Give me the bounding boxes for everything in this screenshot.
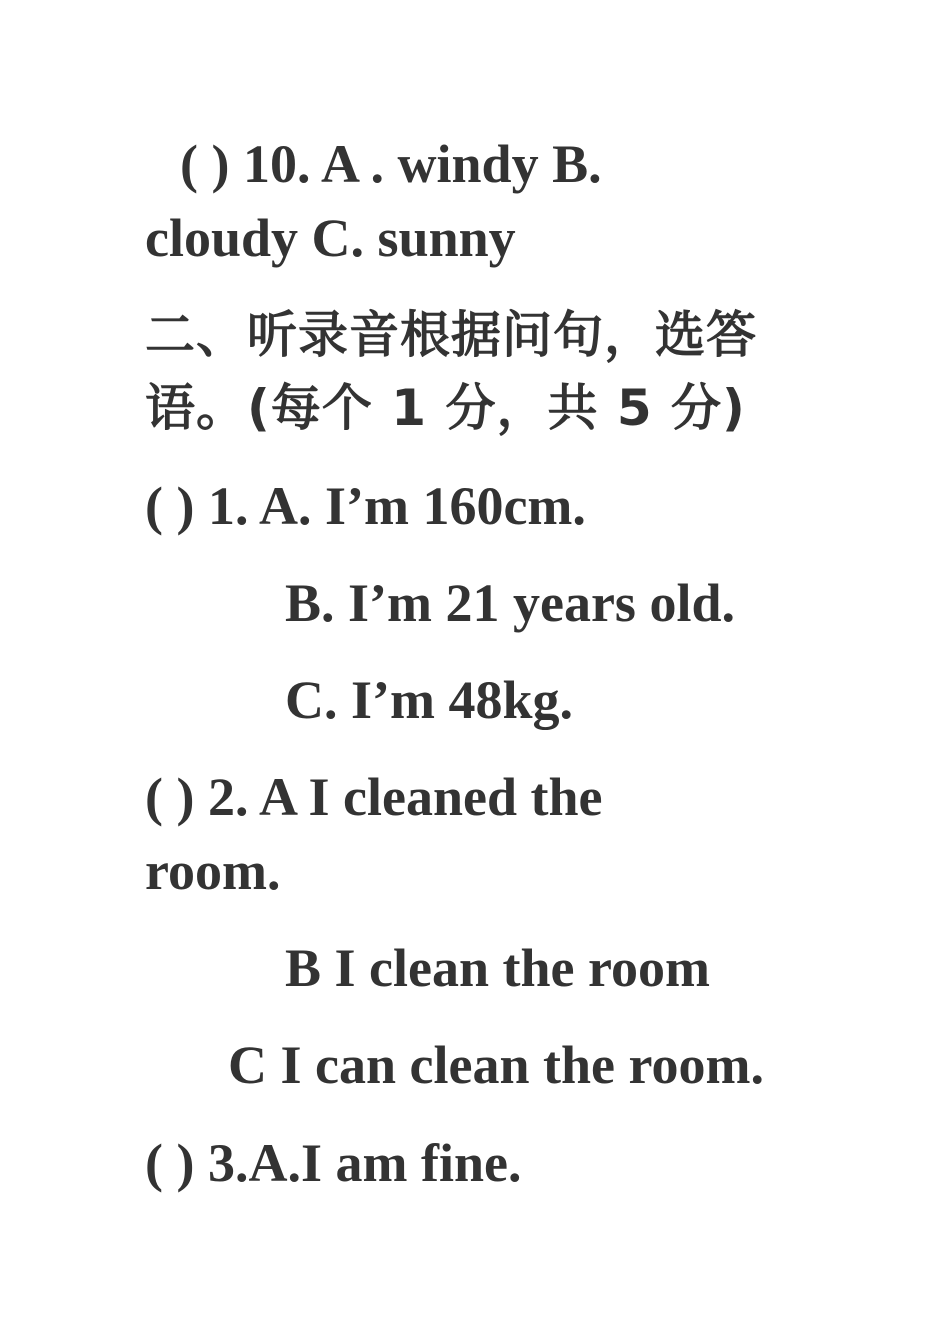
question-2-option-b: B I clean the room bbox=[285, 938, 710, 998]
question-2-option-c: C I can clean the room. bbox=[228, 1035, 764, 1095]
question-2-option-a-line-1: ( ) 2. A I cleaned the bbox=[145, 767, 603, 827]
section-2-heading-line-2: 语。(每个 1 分，共 5 分) bbox=[145, 379, 746, 437]
question-3-option-a: ( ) 3.A.I am fine. bbox=[145, 1133, 522, 1193]
question-1-option-a: ( ) 1. A. I’m 160cm. bbox=[145, 476, 586, 536]
question-1-option-c: C. I’m 48kg. bbox=[285, 670, 574, 730]
question-10-line-2: cloudy C. sunny bbox=[145, 208, 516, 268]
question-2-option-a-line-2: room. bbox=[145, 841, 281, 901]
question-10-line-1: ( ) 10. A . windy B. bbox=[180, 134, 602, 194]
question-1-option-b: B. I’m 21 years old. bbox=[285, 573, 735, 633]
section-2-heading-line-1: 二、听录音根据问句，选答 bbox=[145, 306, 757, 364]
